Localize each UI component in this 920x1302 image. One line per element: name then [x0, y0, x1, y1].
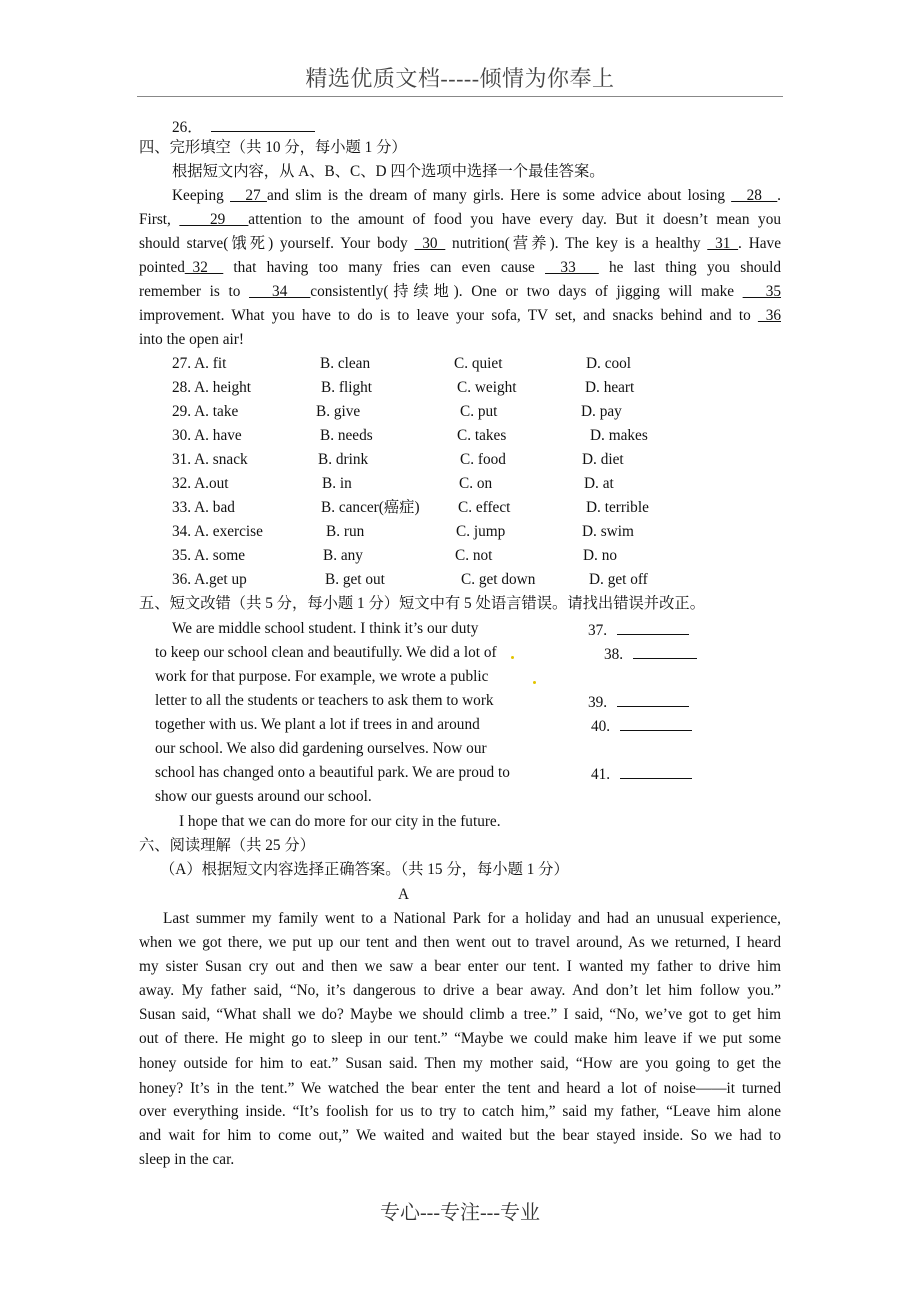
option-b: B. in	[322, 475, 352, 492]
option-number: 28.	[172, 379, 192, 396]
cloze-blank-28: __28__	[731, 187, 778, 204]
answer-37	[588, 620, 689, 640]
answer-blank-41[interactable]	[620, 764, 692, 779]
option-row-36	[172, 571, 247, 589]
option-a: A. have	[194, 427, 242, 444]
answer-blank-40[interactable]	[620, 716, 692, 731]
option-c: C. food	[460, 451, 506, 468]
option-a: A. height	[194, 379, 252, 396]
answer-40	[591, 716, 692, 736]
cloze-blank-35: ___35	[742, 283, 782, 300]
answer-number: 41.	[591, 766, 611, 783]
option-row-29	[172, 403, 238, 421]
reading-line-4: away. My father said, “No, it’s dangerous to drive a bear away. And don’t let him follow you.”	[139, 982, 781, 999]
option-a: A. snack	[194, 451, 248, 468]
cloze-line-6	[139, 307, 781, 325]
correction-line-6: our school. We also did gardening ourselves. Now our	[155, 740, 487, 757]
passage-label: A	[398, 886, 410, 903]
option-a: A.out	[194, 475, 229, 492]
option-number: 34.	[172, 523, 192, 540]
option-d: D. cool	[586, 355, 632, 372]
option-d: D. pay	[581, 403, 622, 420]
cloze-blank-30: _30_	[414, 235, 446, 252]
correction-line-9: I hope that we can do more for our city in the future.	[179, 813, 501, 830]
option-number: 36.	[172, 571, 192, 588]
section-6-subtitle: （A）根据短文内容选择正确答案。（共 15 分，每小题 1 分）	[160, 861, 569, 878]
cloze-blank-34: ___34___	[249, 283, 311, 300]
section-4-title: 四、完形填空（共 10 分，每小题 1 分）	[139, 139, 407, 156]
reading-line-10: and wait for him to come out,” We waited and waited but the bear stayed inside. So we had to	[139, 1127, 781, 1144]
page-header: 精选优质文档-----倾情为你奉上	[305, 66, 615, 91]
option-c: C. jump	[456, 523, 506, 540]
answer-38	[604, 644, 697, 664]
option-c: C. effect	[458, 499, 511, 516]
option-number: 27.	[172, 355, 192, 372]
option-a: A. fit	[194, 355, 227, 372]
option-a: A. take	[194, 403, 239, 420]
reading-line-1: Last summer my family went to a National Park for a holiday and had an unusual experience,	[163, 910, 781, 927]
option-number: 30.	[172, 427, 192, 444]
cloze-blank-33: __33___	[545, 259, 599, 276]
cloze-text: pointed	[139, 259, 185, 276]
correction-line-2: to keep our school clean and beautifully. We did a lot of	[155, 644, 497, 661]
reading-line-3: my sister Susan cry out and then we saw a bear enter our tent. I wanted my father to drive him	[139, 958, 781, 975]
answer-blank-26[interactable]	[211, 117, 315, 132]
option-number: 29.	[172, 403, 192, 420]
section-5-title: 五、短文改错（共 5 分，每小题 1 分）短文中有 5 处语言错误。请找出错误并改正。	[139, 595, 705, 612]
cloze-blank-27: __27	[230, 187, 267, 204]
cloze-blank-29: ____29___	[179, 211, 249, 228]
cloze-line-3	[139, 235, 781, 253]
option-b: B. needs	[320, 427, 373, 444]
page-footer: 专心---专注---专业	[380, 1202, 540, 1224]
option-row-32	[172, 475, 229, 493]
answer-blank-39[interactable]	[617, 692, 689, 707]
option-row-27	[172, 355, 226, 373]
reading-line-2: when we got there, we put up our tent and then went out to travel around, As we returned, I heard	[139, 934, 781, 951]
option-b: B. drink	[318, 451, 369, 468]
correction-line-8: show our guests around our school.	[155, 788, 372, 805]
option-number: 32.	[172, 475, 192, 492]
answer-number: 37.	[588, 622, 608, 639]
cloze-text: remember is to	[139, 283, 250, 300]
answer-number: 38.	[604, 646, 624, 663]
option-b: B. any	[323, 547, 363, 564]
reading-line-11: sleep in the car.	[139, 1151, 235, 1168]
cloze-text: consistently(持续地). One or two days of jigging will make	[310, 283, 743, 300]
option-b: B. give	[316, 403, 361, 420]
option-row-35	[172, 547, 245, 565]
option-c: C. takes	[457, 427, 507, 444]
cloze-line-4	[139, 259, 781, 277]
question-26	[172, 117, 315, 137]
option-c: C. put	[460, 403, 498, 420]
option-row-30	[172, 427, 242, 445]
question-26-number: 26．	[172, 119, 203, 136]
option-b: B. run	[326, 523, 365, 540]
option-number: 33.	[172, 499, 192, 516]
answer-number: 40.	[591, 718, 611, 735]
correction-line-4: letter to all the students or teachers to ask them to work	[155, 692, 494, 709]
option-a: A. exercise	[194, 523, 263, 540]
option-d: D. diet	[582, 451, 624, 468]
option-d: D. at	[584, 475, 614, 492]
correction-line-7: school has changed onto a beautiful park. We are proud to	[155, 764, 510, 781]
correction-line-3: work for that purpose. For example, we wrote a public	[155, 668, 489, 685]
answer-blank-38[interactable]	[633, 644, 697, 659]
option-c: C. get down	[461, 571, 536, 588]
option-row-31	[172, 451, 248, 469]
cloze-blank-32: _32__	[184, 259, 224, 276]
answer-41	[591, 764, 692, 784]
answer-number: 39.	[588, 694, 608, 711]
option-c: C. quiet	[454, 355, 503, 372]
speck-mark	[511, 656, 514, 659]
section-4-instruction: 根据短文内容，从 A、B、C、D 四个选项中选择一个最佳答案。	[172, 163, 605, 180]
cloze-line-7: into the open air!	[139, 331, 244, 348]
reading-line-6: out of there. He might go to sleep in our tent.” “Maybe we could make him leave if we put some	[139, 1030, 781, 1047]
cloze-text: that having too many fries can even cause	[223, 259, 546, 276]
option-b: B. cancer(癌症)	[321, 499, 420, 516]
cloze-text: improvement. What you have to do is to leave your sofa, TV set, and snacks behind and to	[139, 307, 759, 324]
header-rule	[137, 96, 783, 97]
reading-line-5: Susan said, “What shall we do? Maybe we should climb a tree.” I said, “No, we’ve got to get him	[139, 1006, 781, 1023]
option-number: 31.	[172, 451, 192, 468]
cloze-line-5	[139, 283, 781, 301]
option-a: A. bad	[194, 499, 235, 516]
option-a: A.get up	[194, 571, 247, 588]
cloze-blank-31: _31_	[707, 235, 739, 252]
cloze-text: First,	[139, 211, 180, 228]
answer-blank-37[interactable]	[617, 620, 689, 635]
reading-line-9: over everything inside. “It’s foolish for us to try to catch him,” said my father, “Leave him alone	[139, 1103, 781, 1120]
option-row-33	[172, 499, 235, 517]
option-c: C. on	[459, 475, 493, 492]
option-b: B. flight	[321, 379, 372, 396]
option-b: B. get out	[325, 571, 385, 588]
option-d: D. swim	[582, 523, 634, 540]
cloze-text: attention to the amount of food you have every day. But it doesn’t mean you	[248, 211, 781, 228]
cloze-line-1	[139, 187, 781, 205]
section-6-title: 六、阅读理解（共 25 分）	[139, 837, 315, 854]
cloze-text: and slim is the dream of many girls. Here is some advice about losing	[266, 187, 732, 204]
option-row-34	[172, 523, 263, 541]
cloze-text: Keeping	[172, 187, 231, 204]
option-row-28	[172, 379, 251, 397]
option-d: D. terrible	[586, 499, 649, 516]
option-c: C. weight	[457, 379, 517, 396]
cloze-text: should starve(饿死) yourself. Your body	[139, 235, 415, 252]
option-d: D. no	[583, 547, 617, 564]
reading-line-8: honey? It’s in the tent.” We watched the bear enter the tent and heard a lot of noise——it turned	[139, 1080, 781, 1097]
speck-mark	[533, 681, 536, 684]
option-d: D. get off	[589, 571, 648, 588]
cloze-line-2	[139, 211, 781, 229]
correction-line-5: together with us. We plant a lot if trees in and around	[155, 716, 480, 733]
answer-39	[588, 692, 689, 712]
cloze-text: . Have	[738, 235, 781, 252]
option-d: D. heart	[585, 379, 635, 396]
cloze-blank-36: _36	[758, 307, 781, 324]
cloze-text: nutrition(营养). The key is a healthy	[445, 235, 708, 252]
correction-line-1: We are middle school student. I think it’s our duty	[172, 620, 479, 637]
option-c: C. not	[455, 547, 493, 564]
reading-line-7: honey outside for him to eat.” Susan said. Then my mother said, “How are you going to get the	[139, 1055, 781, 1072]
option-a: A. some	[194, 547, 246, 564]
cloze-text: .	[777, 187, 781, 204]
option-b: B. clean	[320, 355, 371, 372]
option-d: D. makes	[590, 427, 648, 444]
cloze-text: he last thing you should	[598, 259, 781, 276]
option-number: 35.	[172, 547, 192, 564]
